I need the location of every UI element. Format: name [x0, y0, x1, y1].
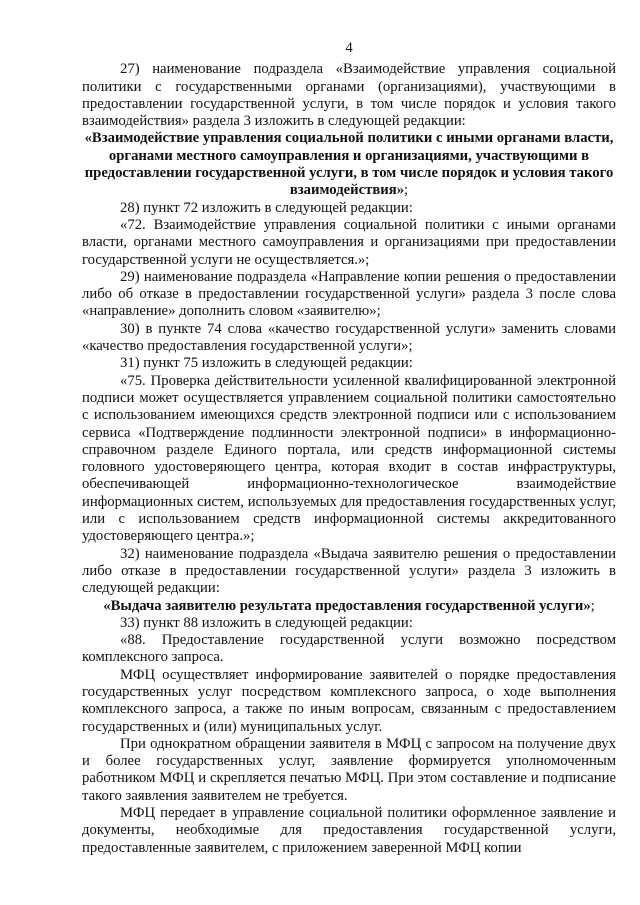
paragraph-mfc-transfer: МФЦ передает в управление социальной политики оформленное заявление и документы, необходимые для предоставления государственной услуги, предоставленные заявителем, с приложением заверенной МФЦ копии	[82, 805, 616, 856]
paragraph-item-31: 31) пункт 75 изложить в следующей редакции:	[120, 355, 413, 372]
paragraph-item-33: 33) пункт 88 изложить в следующей редакции:	[120, 614, 413, 631]
heading-text: «Выдача заявителю результата предоставления государственной услуги»	[103, 597, 591, 614]
section-heading-issuance	[82, 598, 616, 615]
page-number: 4	[345, 40, 353, 56]
paragraph-single-request: При однократном обращении заявителя в МФЦ с запросом на получение двух и более государственных услуг, заявление формируется уполномоченным работником МФЦ и скрепляется печатью МФЦ. При этом составление и подписание такого заявления заявителем не требуется.	[82, 735, 616, 804]
paragraph-item-32: 32) наименование подраздела «Выдача заявителю решения о предоставлении либо отказе в предоставлении государственной услуги» раздела 3 изложить в следующей редакции:	[82, 545, 616, 597]
paragraph-mfc-informing: МФЦ осуществляет информирование заявителей о порядке предоставления государственных услуг посредством комплексного запроса, о ходе выполнения комплексного запроса, а также по иным вопросам, связанным с предоставлением государственных и (или) муниципальных услуг.	[82, 666, 616, 735]
paragraph-item-30: 30) в пункте 74 слова «качество государственной услуги» заменить словами «качество предоставления государственной услуги»;	[82, 320, 616, 355]
heading-tail: ;	[590, 597, 595, 614]
heading-tail: ;	[404, 182, 409, 199]
paragraph-point-75: «75. Проверка действительности усиленной квалифицированной электронной подписи может осуществляется управлением социальной политики самостоятельно с использованием имеющихся средств электронной подписи или с использованием сервиса «Подтверждение подлинности электронной подписи» в информационно-справочном разделе Единого портала, или средств информационной системы головного удостоверяющего центра, которая входит в состав инфраструктуры, обеспечивающей информационно-технологическое взаимодействие информационных систем, используемых для предоставления государственных услуг, или с использованием средств информационной системы аккредитованного удостоверяющего центра.»;	[82, 372, 616, 545]
document-page	[82, 40, 616, 857]
paragraph-item-28: 28) пункт 72 изложить в следующей редакции:	[120, 199, 413, 216]
paragraph-point-72: «72. Взаимодействие управления социальной политики с иными органами власти, органами местного самоуправления и организациями при предоставлении государственной услуги не осуществляется.»;	[82, 216, 616, 268]
paragraph-item-27: 27) наименование подраздела «Взаимодействие управления социальной политики с государственными органами (организациями), участвующими в предоставлении государственной услуги, в том числе порядок и условия такого взаимодействия» раздела 3 изложить в следующей редакции:	[82, 61, 616, 130]
paragraph-point-88: «88. Предоставление государственной услуги возможно посредством комплексного запроса.	[82, 632, 616, 666]
section-heading-interaction	[82, 130, 616, 199]
paragraph-item-29: 29) наименование подраздела «Направление копии решения о предоставлении либо об отказе в предоставлении государственной услуги» раздела 3 после слова «направление» дополнить словом «заявителю»;	[82, 268, 616, 320]
heading-text: «Взаимодействие управления социальной политики с иными органами власти, органами местного самоуправления и организациями, участвующими в предоставлении государственной услуги, в том числе порядок и условия такого взаимодействия»	[84, 130, 614, 199]
